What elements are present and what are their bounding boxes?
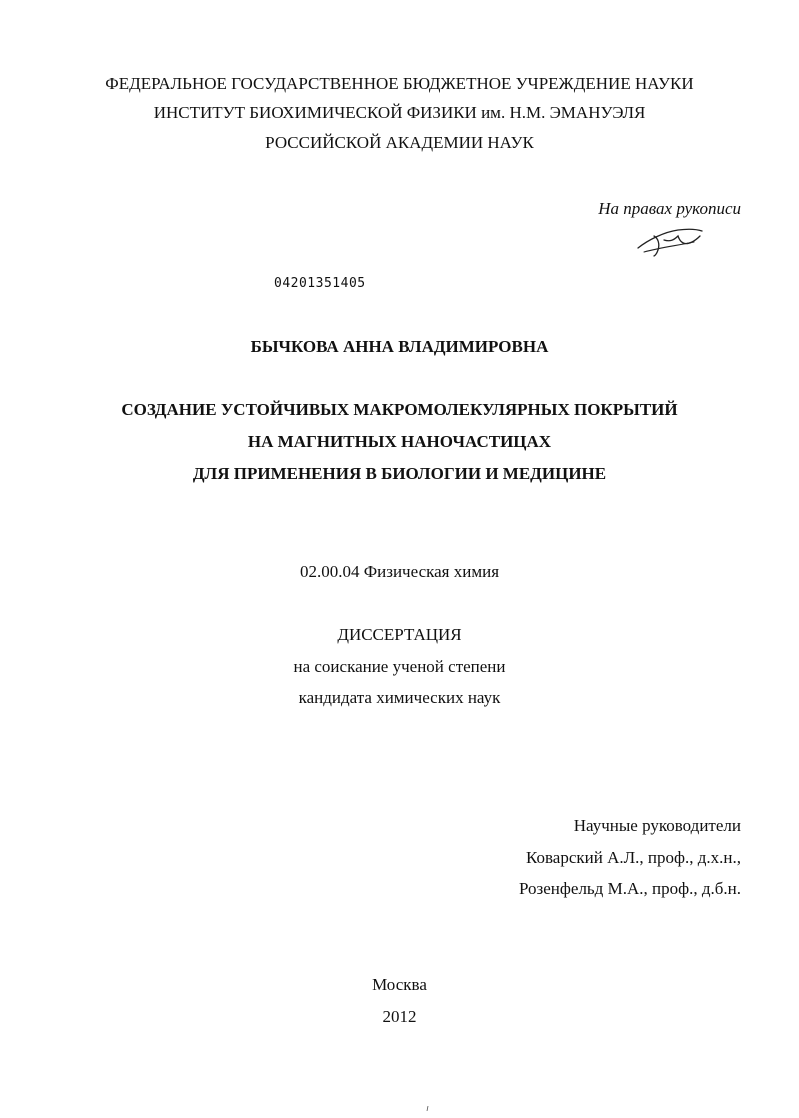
scan-speck-icon	[426, 1106, 429, 1111]
title-line-3: ДЛЯ ПРИМЕНЕНИЯ В БИОЛОГИИ И МЕДИЦИНЕ	[192, 464, 607, 483]
dissertation-label: ДИССЕРТАЦИЯ	[337, 625, 462, 644]
title-line-1: СОЗДАНИЕ УСТОЙЧИВЫХ МАКРОМОЛЕКУЛЯРНЫХ ПОКРЫТИЙ	[121, 400, 678, 419]
org-line-1: ФЕДЕРАЛЬНОЕ ГОСУДАРСТВЕННОЕ БЮДЖЕТНОЕ УЧРЕЖДЕНИЕ НАУКИ	[105, 74, 694, 93]
org-line-2: ИНСТИТУТ БИОХИМИЧЕСКОЙ ФИЗИКИ им. Н.М. ЭМАНУЭЛЯ	[153, 103, 646, 122]
degree-line-2: кандидата химических наук	[298, 688, 501, 707]
author-name: БЫЧКОВА АННА ВЛАДИМИРОВНА	[250, 337, 549, 356]
supervisor-1: Коварский А.Л., проф., д.х.н.,	[525, 848, 741, 867]
degree-line-1: на соискание ученой степени	[293, 657, 506, 676]
catalog-number: 04201351405	[274, 276, 366, 291]
year: 2012	[382, 1007, 417, 1026]
city: Москва	[372, 975, 427, 994]
title-line-2: НА МАГНИТНЫХ НАНОЧАСТИЦАХ	[247, 432, 552, 451]
manuscript-note: На правах рукописи	[598, 199, 741, 218]
handwritten-signature-icon	[634, 222, 706, 258]
specialty: 02.00.04 Физическая химия	[299, 562, 500, 581]
supervisors-label: Научные руководители	[573, 816, 741, 835]
supervisor-2: Розенфельд М.А., проф., д.б.н.	[519, 879, 741, 898]
org-line-3: РОССИЙСКОЙ АКАДЕМИИ НАУК	[265, 133, 534, 152]
